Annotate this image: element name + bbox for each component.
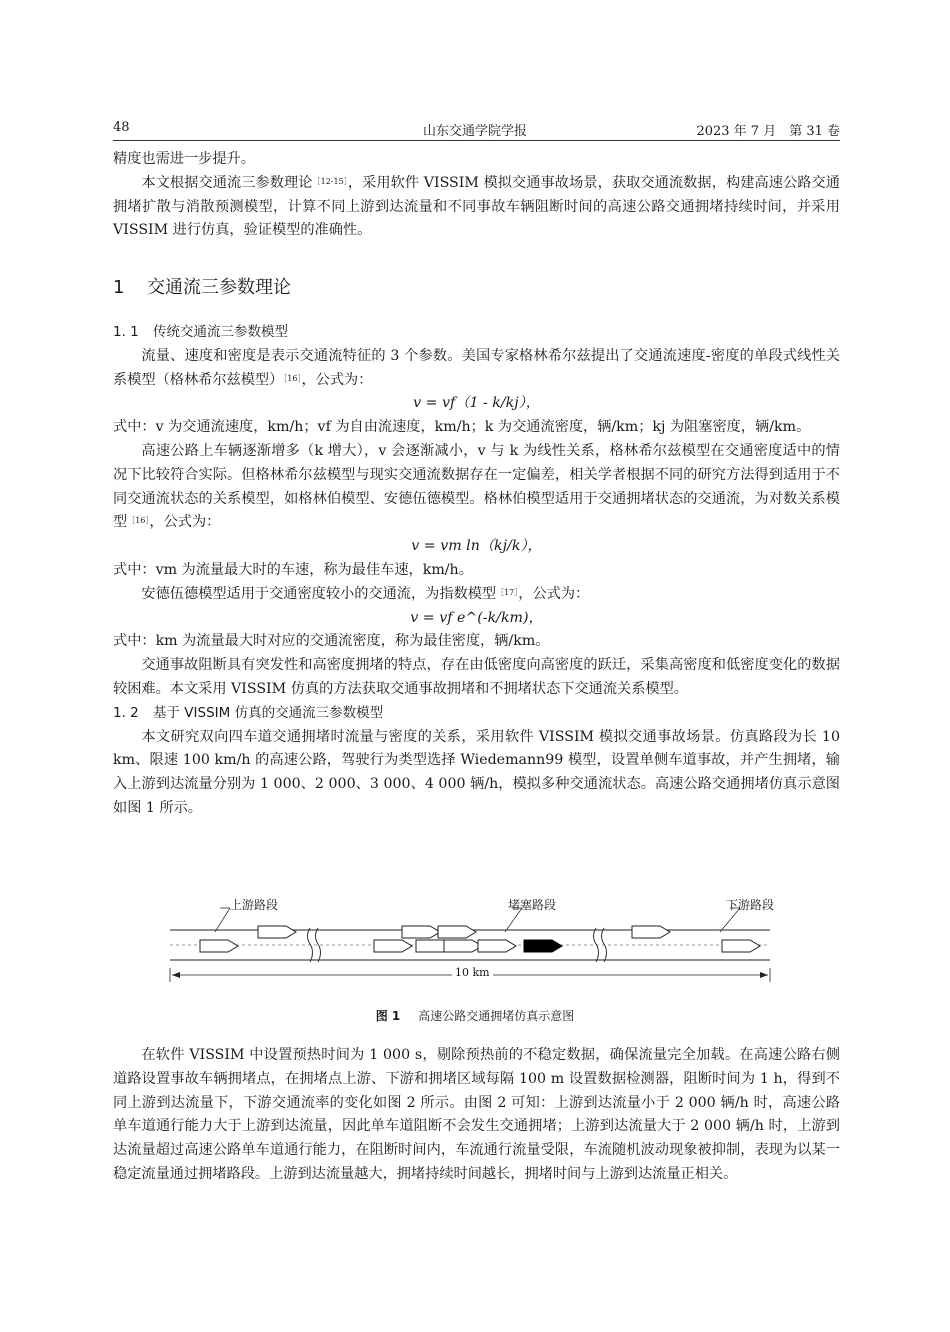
vehicle <box>438 926 476 938</box>
citation: ［16］ <box>283 373 302 383</box>
section-1-heading: 1 交通流三参数理论 <box>113 277 291 298</box>
intro-paragraph: 本文根据交通流三参数理论$^{[12-15]}$，采用软件 VISSIM 模拟交通事故场景，获取交通流数据，构建高速公路交通拥堵扩散与消散预测模型，计算不同上游到达流量和不同事故车辆阻断时间的高速公路交通拥堵持续时间，并采用 VISSIM 进行仿真，验证模型的准确性。 <box>113 174 840 239</box>
vehicle <box>722 940 760 952</box>
paragraph: 高速公路上车辆逐渐增多（k 增大），v 会逐渐减小，v 与 k 为线性关系，格林希尔兹模型在交通密度适中的情况下比较符合实际。但格林希尔兹模型与现实交通流数据存在一定偏差，相关学者根据不同的研究方法得到适用于不同交通流状态的关系模型，如格林伯模型、安德伍德模型。格林伯模型适用于交通拥堵状态的交通流，为对数关系模型$^{[16]}$，公式为： <box>113 442 840 531</box>
figure-1 <box>160 890 790 990</box>
page-number: 48 <box>113 120 130 135</box>
equation-note: 式中：vm 为流量最大时的车速，称为最佳车速，km/h。 <box>113 561 473 578</box>
paragraph: 流量、速度和密度是表示交通流特征的 3 个参数。美国专家格林希尔兹提出了交通流速度-密度的单段式线性关系模型（格林希尔兹模型）$^{[16]}$，公式为： <box>113 347 840 388</box>
accident-vehicle <box>524 940 562 952</box>
paragraph: 交通事故阻断具有突发性和高密度拥堵的特点，存在由低密度向高密度的跃迁，采集高密度和低密度变化的数据较困难。本文采用 VISSIM 仿真的方法获取交通事故拥堵和不拥堵状态下交通流关系模型。 <box>113 657 840 697</box>
intro-line: 精度也需进一步提升。 <box>113 151 255 167</box>
equation-note: 式中：km 为流量最大时对应的交通流密度，称为最佳密度，辆/km。 <box>113 633 550 650</box>
section-1-1-heading: 1. 1 传统交通流三参数模型 <box>113 324 288 340</box>
issue-info: 2023 年 7 月 第 31 卷 <box>696 124 840 139</box>
label-downstream: 下游路段 <box>726 898 775 912</box>
post-figure-block <box>113 1044 840 1187</box>
equation-greenberg: v = vm ln（kj/k）， <box>411 538 542 555</box>
citation: ［16］ <box>127 516 150 526</box>
vehicle <box>444 940 482 952</box>
journal-title: 山东交通学院学报 <box>422 124 527 139</box>
intro-block <box>113 148 840 243</box>
citation: ［12-15］ <box>312 176 348 186</box>
paragraph: 在软件 VISSIM 中设置预热时间为 1 000 s，剔除预热前的不稳定数据，确保流量完全加载。在高速公路右侧道路设置事故车辆拥堵点，在拥堵点上游、下游和拥堵区域每隔 100 m 设置数据检测器，阻断时间为 1 h，得到不同上游到达流量下，下游交通流率的变化如图 2 所示。由图 2 可知：上游到达流量小于 2 000 辆/h 时，高速公路单车道通行能力大于上游到达流量，因此单车道阻断不会发生交通拥堵；上游到达流量大于 2 000 辆/h 时，上游到达流量超过高速公路单车道通行能力，在阻断时间内，车流通行流量受限，车流随机波动现象被抑制，表现为以某一稳定流量通过拥堵路段。上游到达流量越大，拥堵持续时间越长，拥堵时间与上游到达流量正相关。 <box>113 1047 840 1182</box>
label-congestion: 堵塞路段 <box>508 898 557 912</box>
paragraph: 本文研究双向四车道交通拥堵时流量与密度的关系，采用软件 VISSIM 模拟交通事故场景。仿真路段为长 10 km、限速 100 km/h 的高速公路，驾驶行为类型选择 Wiedemann99 模型，设置单侧车道事故，并产生拥堵，输入上游到达流量分别为 1 000、2 000、3 000、4 000 辆/h，模拟多种交通流状态。高速公路交通拥堵仿真示意图如图 1 所示。 <box>113 728 840 816</box>
section-1-2-heading: 1. 2 基于 VISSIM 仿真的交通流三参数模型 <box>113 704 384 721</box>
vehicle <box>402 926 440 938</box>
equation-note: 式中：v 为交通流速度，km/h；vf 为自由流速度，km/h；k 为交通流密度，辆/km；kj 为阻塞密度，辆/km。 <box>113 419 811 436</box>
paragraph: 安德伍德模型适用于交通密度较小的交通流，为指数模型$^{[17]}$，公式为： <box>141 585 590 602</box>
figure-1-caption: 图 1 高速公路交通拥堵仿真示意图 <box>375 1009 575 1023</box>
label-length: 10 km <box>452 966 493 979</box>
citation: ［17］ <box>496 587 519 597</box>
section-1-1-block <box>113 321 840 821</box>
header-rule <box>113 140 840 141</box>
label-upstream: 上游路段 <box>230 898 279 912</box>
vehicle <box>374 940 412 952</box>
equation-greenshields: v = vf（1 - k/kj）， <box>413 395 540 412</box>
equation-underwood: v = vf e^(-k/km)， <box>410 609 543 626</box>
vehicle <box>258 926 296 938</box>
vehicle <box>632 926 670 938</box>
vehicle <box>478 940 516 952</box>
vehicle <box>200 940 238 952</box>
